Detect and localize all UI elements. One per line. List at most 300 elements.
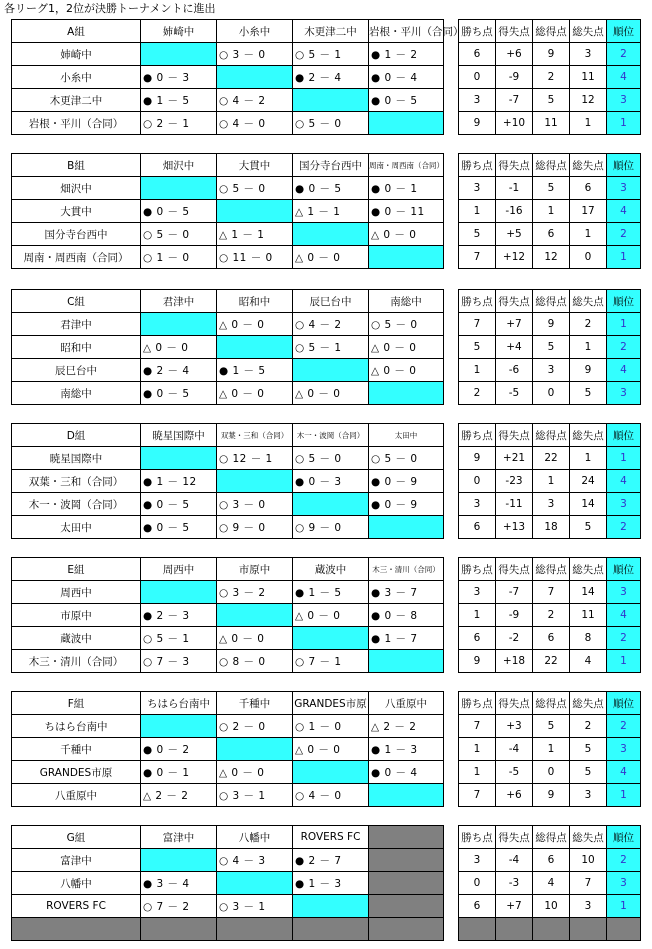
team-name: 市原中 [12, 604, 141, 627]
team-name: 周南・周西南（合同） [12, 246, 141, 269]
match-result: △ 0 － 0 [293, 382, 369, 405]
goals-for: 5 [533, 715, 570, 738]
match-result: △ 0 － 0 [293, 604, 369, 627]
match-result [369, 784, 444, 807]
stats-column-header: 総失点 [570, 424, 607, 447]
match-result: ○ 4 － 0 [217, 112, 293, 135]
table-row [459, 336, 641, 359]
points: 6 [459, 895, 496, 918]
match-result [141, 313, 217, 336]
table-row [459, 627, 641, 650]
team-column-header: 南総中 [369, 290, 444, 313]
table-row [12, 581, 444, 604]
match-result [141, 447, 217, 470]
team-name: ちはら台南中 [12, 715, 141, 738]
goals-for: 0 [533, 761, 570, 784]
rank: 3 [607, 177, 641, 200]
stats-column-header: 総失点 [570, 154, 607, 177]
goals-for: 6 [533, 849, 570, 872]
stats-column-header: 総失点 [570, 692, 607, 715]
rank: 1 [607, 650, 641, 673]
match-result: ● 1 － 5 [293, 581, 369, 604]
table-row [12, 516, 444, 539]
table-row [459, 581, 641, 604]
standings-table [458, 825, 641, 941]
points: 2 [459, 382, 496, 405]
match-result: ○ 7 － 3 [141, 650, 217, 673]
team-column-header: 八重原中 [369, 692, 444, 715]
match-result [141, 581, 217, 604]
stats-column-header: 勝ち点 [459, 424, 496, 447]
goals-for: 22 [533, 650, 570, 673]
match-result: △ 0 － 0 [369, 359, 444, 382]
points: 3 [459, 581, 496, 604]
match-result: ● 2 － 4 [141, 359, 217, 382]
stats-column-header: 勝ち点 [459, 558, 496, 581]
header-row [12, 20, 444, 43]
match-result: ● 1 － 7 [369, 627, 444, 650]
match-result: ● 0 － 5 [141, 516, 217, 539]
points: 6 [459, 516, 496, 539]
table-row [459, 761, 641, 784]
rank: 3 [607, 493, 641, 516]
match-result [141, 918, 217, 941]
points: 3 [459, 849, 496, 872]
match-result: ● 0 － 5 [141, 382, 217, 405]
goal-difference: +6 [496, 784, 533, 807]
team-column-header: GRANDES市原 [293, 692, 369, 715]
goal-difference: -1 [496, 177, 533, 200]
goals-for: 12 [533, 246, 570, 269]
team-column-header: 岩根・平川（合同） [369, 20, 444, 43]
match-result: △ 2 － 2 [141, 784, 217, 807]
stats-header-row [459, 692, 641, 715]
goals-against: 5 [570, 516, 607, 539]
points: 9 [459, 112, 496, 135]
goals-against: 1 [570, 223, 607, 246]
results-matrix [11, 825, 444, 941]
goals-against: 1 [570, 447, 607, 470]
rank: 3 [607, 872, 641, 895]
goal-difference: -16 [496, 200, 533, 223]
goal-difference: -5 [496, 382, 533, 405]
goals-against: 5 [570, 382, 607, 405]
points: 3 [459, 89, 496, 112]
match-result: ○ 3 － 0 [217, 493, 293, 516]
match-result [369, 849, 444, 872]
goal-difference: +10 [496, 112, 533, 135]
team-name: 君津中 [12, 313, 141, 336]
team-column-header: 君津中 [141, 290, 217, 313]
match-result: ● 3 － 7 [369, 581, 444, 604]
stats-column-header: 順位 [607, 154, 641, 177]
table-row [459, 313, 641, 336]
match-result [369, 246, 444, 269]
team-name: 暁星国際中 [12, 447, 141, 470]
goal-difference: -11 [496, 493, 533, 516]
rank: 2 [607, 516, 641, 539]
goal-difference: -4 [496, 849, 533, 872]
match-result: ○ 5 － 1 [293, 336, 369, 359]
match-result [217, 918, 293, 941]
goals-against: 11 [570, 604, 607, 627]
match-result: ● 1 － 5 [217, 359, 293, 382]
match-result [293, 918, 369, 941]
match-result: ● 2 － 3 [141, 604, 217, 627]
goals-for: 6 [533, 223, 570, 246]
team-column-header: 木三・清川（合同） [369, 558, 444, 581]
match-result [293, 627, 369, 650]
match-result: ○ 4 － 3 [217, 849, 293, 872]
table-row [12, 246, 444, 269]
header-row [12, 290, 444, 313]
standings-table [458, 153, 641, 269]
rank: 4 [607, 761, 641, 784]
match-result: ○ 1 － 0 [293, 715, 369, 738]
goal-difference: +3 [496, 715, 533, 738]
table-row [12, 627, 444, 650]
stats-column-header: 総得点 [533, 290, 570, 313]
goal-difference: -5 [496, 761, 533, 784]
goals-for: 5 [533, 336, 570, 359]
rank: 1 [607, 313, 641, 336]
team-column-header: 周西中 [141, 558, 217, 581]
stats-column-header: 総得点 [533, 424, 570, 447]
table-row [459, 200, 641, 223]
table-row [459, 43, 641, 66]
goals-against: 3 [570, 43, 607, 66]
match-result: ○ 5 － 0 [369, 313, 444, 336]
table-row [459, 493, 641, 516]
rank: 1 [607, 895, 641, 918]
match-result: ● 1 － 5 [141, 89, 217, 112]
goals-against: 11 [570, 66, 607, 89]
rank: 4 [607, 359, 641, 382]
points: 5 [459, 223, 496, 246]
goal-difference [496, 918, 533, 941]
points: 1 [459, 200, 496, 223]
stats-header-row [459, 558, 641, 581]
match-result: ● 2 － 4 [293, 66, 369, 89]
match-result: ○ 8 － 0 [217, 650, 293, 673]
rank: 2 [607, 715, 641, 738]
match-result: △ 2 － 2 [369, 715, 444, 738]
stats-column-header: 勝ち点 [459, 154, 496, 177]
points: 3 [459, 493, 496, 516]
match-result: ○ 7 － 1 [293, 650, 369, 673]
stats-column-header: 総失点 [570, 290, 607, 313]
points [459, 918, 496, 941]
results-matrix [11, 289, 444, 405]
match-result [293, 223, 369, 246]
points: 7 [459, 715, 496, 738]
standings-table [458, 423, 641, 539]
team-name: GRANDES市原 [12, 761, 141, 784]
goals-for: 22 [533, 447, 570, 470]
group-name: E組 [12, 558, 141, 581]
team-column-header: ROVERS FC [293, 826, 369, 849]
team-name: ROVERS FC [12, 895, 141, 918]
points: 6 [459, 43, 496, 66]
match-result [141, 177, 217, 200]
stats-column-header: 得失点 [496, 826, 533, 849]
rank: 1 [607, 246, 641, 269]
stats-column-header: 勝ち点 [459, 20, 496, 43]
match-result: ○ 4 － 2 [293, 313, 369, 336]
table-row [459, 872, 641, 895]
table-row [459, 470, 641, 493]
team-name: 木更津二中 [12, 89, 141, 112]
goals-for: 7 [533, 581, 570, 604]
team-column-header: 木一・波岡（合同） [293, 424, 369, 447]
stats-header-row [459, 424, 641, 447]
goals-against: 2 [570, 313, 607, 336]
goal-difference: -4 [496, 738, 533, 761]
match-result [369, 112, 444, 135]
match-result: ○ 1 － 0 [141, 246, 217, 269]
table-row [12, 784, 444, 807]
goals-against: 6 [570, 177, 607, 200]
goal-difference: -2 [496, 627, 533, 650]
goals-against: 5 [570, 761, 607, 784]
team-column-header: 蔵波中 [293, 558, 369, 581]
table-row [459, 66, 641, 89]
stats-header-row [459, 826, 641, 849]
rank: 4 [607, 66, 641, 89]
goal-difference: -7 [496, 581, 533, 604]
goals-for: 6 [533, 627, 570, 650]
match-result: △ 1 － 1 [293, 200, 369, 223]
match-result: ○ 9 － 0 [293, 516, 369, 539]
results-matrix [11, 153, 444, 269]
goals-against: 1 [570, 112, 607, 135]
stats-column-header: 得失点 [496, 692, 533, 715]
match-result [217, 470, 293, 493]
stats-column-header: 総失点 [570, 558, 607, 581]
points: 3 [459, 177, 496, 200]
match-result: ● 1 － 2 [369, 43, 444, 66]
points: 7 [459, 784, 496, 807]
team-column-header: 市原中 [217, 558, 293, 581]
table-row [12, 872, 444, 895]
match-result: ○ 5 － 0 [369, 447, 444, 470]
match-result: ○ 5 － 0 [293, 112, 369, 135]
table-row [459, 177, 641, 200]
table-row [459, 112, 641, 135]
team-column-header [369, 826, 444, 849]
team-name: 南総中 [12, 382, 141, 405]
table-row [12, 650, 444, 673]
match-result: ● 0 － 5 [141, 493, 217, 516]
goal-difference: +12 [496, 246, 533, 269]
match-result: ○ 3 － 0 [217, 43, 293, 66]
league-group [11, 825, 640, 941]
stats-header-row [459, 290, 641, 313]
match-result [217, 336, 293, 359]
goals-for [533, 918, 570, 941]
results-matrix [11, 557, 444, 673]
stats-column-header: 総失点 [570, 20, 607, 43]
table-row [12, 112, 444, 135]
rank: 2 [607, 336, 641, 359]
table-row [12, 66, 444, 89]
match-result: △ 0 － 0 [217, 761, 293, 784]
stats-header-row [459, 154, 641, 177]
match-result: ○ 2 － 0 [217, 715, 293, 738]
table-row [459, 849, 641, 872]
team-column-header: 暁星国際中 [141, 424, 217, 447]
match-result: ● 0 － 5 [369, 89, 444, 112]
table-row [459, 895, 641, 918]
goals-for: 2 [533, 604, 570, 627]
match-result: ● 1 － 12 [141, 470, 217, 493]
match-result [369, 516, 444, 539]
stats-column-header: 総得点 [533, 692, 570, 715]
stats-column-header: 総得点 [533, 154, 570, 177]
group-name: D組 [12, 424, 141, 447]
match-result: ○ 5 － 0 [141, 223, 217, 246]
points: 0 [459, 872, 496, 895]
table-row [12, 738, 444, 761]
team-name: 昭和中 [12, 336, 141, 359]
goals-against: 14 [570, 581, 607, 604]
goal-difference: +4 [496, 336, 533, 359]
match-result [369, 918, 444, 941]
results-matrix [11, 423, 444, 539]
team-name: 姉崎中 [12, 43, 141, 66]
match-result: ○ 4 － 0 [293, 784, 369, 807]
table-row [12, 849, 444, 872]
stats-column-header: 順位 [607, 424, 641, 447]
rank: 4 [607, 200, 641, 223]
match-result: ● 2 － 7 [293, 849, 369, 872]
page-header: 各リーグ1，2位が決勝トーナメントに進出 [4, 2, 216, 15]
table-row [12, 447, 444, 470]
match-result: ● 0 － 5 [141, 200, 217, 223]
points: 0 [459, 66, 496, 89]
match-result: △ 0 － 0 [369, 336, 444, 359]
goals-against: 2 [570, 715, 607, 738]
match-result: △ 0 － 0 [141, 336, 217, 359]
group-name: F組 [12, 692, 141, 715]
results-matrix [11, 19, 464, 135]
table-row [12, 918, 444, 941]
group-name: B組 [12, 154, 141, 177]
match-result: ● 0 － 9 [369, 470, 444, 493]
goals-for: 4 [533, 872, 570, 895]
goals-against: 5 [570, 738, 607, 761]
match-result [217, 66, 293, 89]
league-group [11, 691, 640, 807]
goals-against: 3 [570, 784, 607, 807]
match-result [141, 715, 217, 738]
league-group [11, 19, 640, 135]
stats-column-header: 得失点 [496, 290, 533, 313]
rank: 3 [607, 382, 641, 405]
points: 1 [459, 604, 496, 627]
match-result [217, 738, 293, 761]
standings-table [458, 289, 641, 405]
goals-against: 12 [570, 89, 607, 112]
match-result: ● 3 － 4 [141, 872, 217, 895]
goal-difference: +18 [496, 650, 533, 673]
group-name: G組 [12, 826, 141, 849]
goals-for: 0 [533, 382, 570, 405]
table-row [459, 89, 641, 112]
team-name: 富津中 [12, 849, 141, 872]
points: 0 [459, 470, 496, 493]
stats-column-header: 得失点 [496, 20, 533, 43]
league-group [11, 153, 640, 269]
rank: 4 [607, 604, 641, 627]
team-name: 国分寺台西中 [12, 223, 141, 246]
league-group [11, 423, 640, 539]
team-column-header: 大貫中 [217, 154, 293, 177]
match-result: ○ 11 － 0 [217, 246, 293, 269]
team-name [12, 918, 141, 941]
stats-column-header: 勝ち点 [459, 692, 496, 715]
match-result [217, 604, 293, 627]
team-column-header: 富津中 [141, 826, 217, 849]
rank: 1 [607, 112, 641, 135]
match-result [293, 761, 369, 784]
points: 7 [459, 246, 496, 269]
match-result: △ 0 － 0 [293, 738, 369, 761]
goals-for: 2 [533, 66, 570, 89]
match-result: ○ 5 － 1 [141, 627, 217, 650]
goal-difference: -7 [496, 89, 533, 112]
goal-difference: +13 [496, 516, 533, 539]
match-result: ○ 7 － 2 [141, 895, 217, 918]
team-name: 畑沢中 [12, 177, 141, 200]
match-result: ○ 3 － 1 [217, 895, 293, 918]
team-name: 木三・清川（合同） [12, 650, 141, 673]
table-row [12, 313, 444, 336]
stats-column-header: 順位 [607, 20, 641, 43]
match-result: △ 1 － 1 [217, 223, 293, 246]
team-name: 太田中 [12, 516, 141, 539]
team-column-header: 千種中 [217, 692, 293, 715]
goals-for: 11 [533, 112, 570, 135]
match-result: ● 0 － 3 [141, 66, 217, 89]
header-row [12, 424, 444, 447]
stats-column-header: 総失点 [570, 826, 607, 849]
points: 6 [459, 627, 496, 650]
goals-against: 1 [570, 336, 607, 359]
goal-difference: +21 [496, 447, 533, 470]
stats-column-header: 総得点 [533, 826, 570, 849]
team-column-header: 国分寺台西中 [293, 154, 369, 177]
team-column-header: 昭和中 [217, 290, 293, 313]
goals-against: 3 [570, 895, 607, 918]
team-name: 八幡中 [12, 872, 141, 895]
match-result [217, 872, 293, 895]
group-name: A組 [12, 20, 141, 43]
table-row [459, 359, 641, 382]
standings-table [458, 19, 641, 135]
match-result [369, 650, 444, 673]
goals-against: 9 [570, 359, 607, 382]
standings-table [458, 557, 641, 673]
table-row [12, 336, 444, 359]
table-row [12, 359, 444, 382]
goals-against: 7 [570, 872, 607, 895]
stats-column-header: 得失点 [496, 558, 533, 581]
stats-column-header: 勝ち点 [459, 290, 496, 313]
goals-against: 8 [570, 627, 607, 650]
team-name: 木一・波岡（合同） [12, 493, 141, 516]
match-result: ○ 5 － 1 [293, 43, 369, 66]
